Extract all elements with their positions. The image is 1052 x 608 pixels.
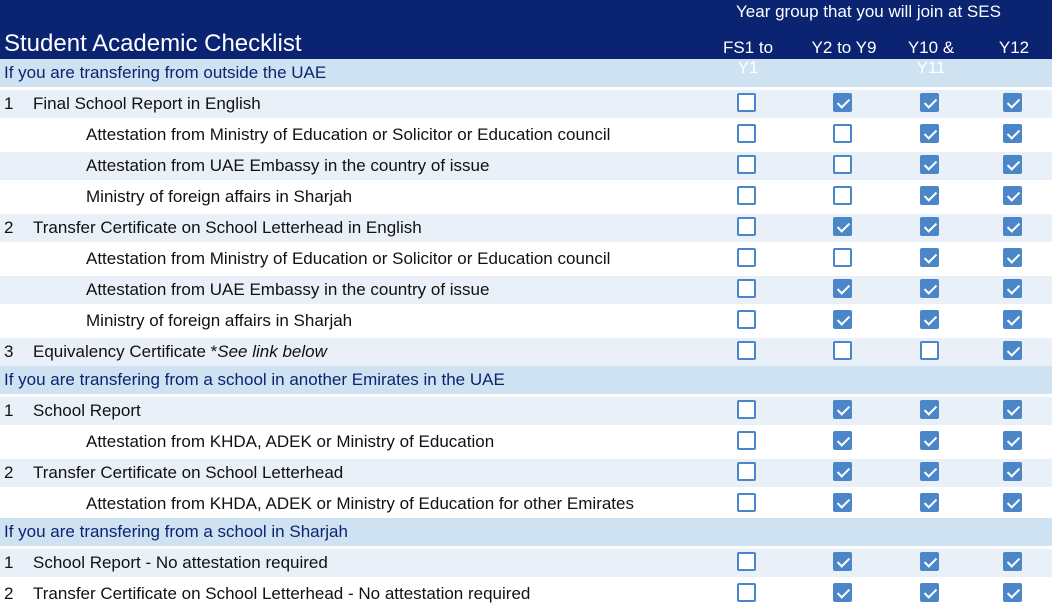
section-heading: If you are transfering from a school in Sharjah bbox=[0, 518, 1052, 546]
checklist-row bbox=[0, 304, 1052, 335]
checkbox-y2-y9[interactable] bbox=[833, 93, 852, 112]
checkbox-fs1-y1[interactable] bbox=[737, 462, 756, 481]
checkbox-y10-y11[interactable] bbox=[920, 155, 939, 174]
checkbox-fs1-y1[interactable] bbox=[737, 217, 756, 236]
checklist-body bbox=[0, 59, 1052, 608]
checkbox-y12[interactable] bbox=[1003, 552, 1022, 571]
checkbox-fs1-y1[interactable] bbox=[737, 186, 756, 205]
checklist-row bbox=[0, 456, 1052, 487]
checkbox-y10-y11[interactable] bbox=[920, 552, 939, 571]
checklist-row bbox=[0, 211, 1052, 242]
row-label bbox=[86, 493, 634, 515]
row-number: 2 bbox=[4, 584, 14, 603]
row-label bbox=[33, 583, 530, 605]
row-label bbox=[33, 462, 343, 484]
checkbox-y2-y9[interactable] bbox=[833, 552, 852, 571]
row-number: 1 bbox=[4, 94, 14, 113]
checklist-row bbox=[0, 118, 1052, 149]
checkbox-y10-y11[interactable] bbox=[920, 217, 939, 236]
row-label-text: Attestation from UAE Embassy in the country of issue bbox=[86, 156, 490, 175]
column-header-y12: Y12 bbox=[998, 38, 1030, 57]
row-label-text: Transfer Certificate on School Letterhead bbox=[33, 463, 344, 482]
row-label bbox=[86, 431, 494, 453]
checkbox-y12[interactable] bbox=[1003, 279, 1022, 298]
checkbox-y10-y11[interactable] bbox=[920, 493, 939, 512]
checkbox-y10-y11[interactable] bbox=[920, 248, 939, 267]
row-label-text: School Report bbox=[33, 401, 141, 420]
section-heading: If you are transfering from a school in another Emirates in the UAE bbox=[0, 366, 1052, 394]
checkbox-fs1-y1[interactable] bbox=[737, 248, 756, 267]
checkbox-y2-y9[interactable] bbox=[833, 217, 852, 236]
row-label bbox=[33, 400, 141, 422]
checkbox-y12[interactable] bbox=[1003, 493, 1022, 512]
checkbox-y12[interactable] bbox=[1003, 583, 1022, 602]
section-heading: If you are transfering from outside the UAE bbox=[0, 59, 1052, 87]
checkbox-fs1-y1[interactable] bbox=[737, 310, 756, 329]
row-number: 3 bbox=[4, 342, 14, 361]
checkbox-y2-y9[interactable] bbox=[833, 400, 852, 419]
checklist-row bbox=[0, 487, 1052, 518]
row-number: 2 bbox=[4, 463, 14, 482]
row-label-text: School Report - No attestation required bbox=[33, 553, 328, 572]
checkbox-y10-y11[interactable] bbox=[920, 583, 939, 602]
row-label-text: Attestation from UAE Embassy in the country of issue bbox=[86, 280, 490, 299]
row-label bbox=[86, 155, 489, 177]
checkbox-y2-y9[interactable] bbox=[833, 462, 852, 481]
checkbox-y2-y9[interactable] bbox=[833, 279, 852, 298]
checkbox-y10-y11[interactable] bbox=[920, 400, 939, 419]
row-label bbox=[33, 552, 328, 574]
page-title: Student Academic Checklist bbox=[4, 30, 302, 57]
row-label-text: Ministry of foreign affairs in Sharjah bbox=[86, 311, 353, 330]
checkbox-y2-y9[interactable] bbox=[833, 124, 852, 143]
column-header-y10-y11: Y10 & Y11 bbox=[907, 38, 955, 77]
checkbox-y12[interactable] bbox=[1003, 341, 1022, 360]
checkbox-y12[interactable] bbox=[1003, 431, 1022, 450]
checkbox-fs1-y1[interactable] bbox=[737, 279, 756, 298]
row-label-text: Transfer Certificate on School Letterhead - No attestation required bbox=[33, 584, 531, 603]
checkbox-y10-y11[interactable] bbox=[920, 279, 939, 298]
checkbox-fs1-y1[interactable] bbox=[737, 583, 756, 602]
checkbox-y10-y11[interactable] bbox=[920, 341, 939, 360]
checkbox-y2-y9[interactable] bbox=[833, 583, 852, 602]
checkbox-y12[interactable] bbox=[1003, 248, 1022, 267]
checkbox-y2-y9[interactable] bbox=[833, 310, 852, 329]
row-label bbox=[86, 124, 610, 146]
row-number: 1 bbox=[4, 401, 14, 420]
checkbox-y2-y9[interactable] bbox=[833, 248, 852, 267]
row-number: 1 bbox=[4, 553, 14, 572]
checkbox-y2-y9[interactable] bbox=[833, 431, 852, 450]
checkbox-y12[interactable] bbox=[1003, 155, 1022, 174]
checkbox-fs1-y1[interactable] bbox=[737, 155, 756, 174]
row-label-text: Attestation from Ministry of Education or Solicitor or Education council bbox=[86, 249, 611, 268]
column-header-fs1-y1: FS1 to Y1 bbox=[722, 38, 774, 77]
checklist-row bbox=[0, 425, 1052, 456]
checkbox-y12[interactable] bbox=[1003, 186, 1022, 205]
checkbox-fs1-y1[interactable] bbox=[737, 431, 756, 450]
checkbox-fs1-y1[interactable] bbox=[737, 341, 756, 360]
checkbox-y12[interactable] bbox=[1003, 124, 1022, 143]
row-label bbox=[86, 186, 352, 208]
checkbox-y12[interactable] bbox=[1003, 310, 1022, 329]
checkbox-y2-y9[interactable] bbox=[833, 341, 852, 360]
checkbox-y12[interactable] bbox=[1003, 462, 1022, 481]
column-header-y2-y9: Y2 to Y9 bbox=[811, 38, 877, 57]
checkbox-y2-y9[interactable] bbox=[833, 493, 852, 512]
checkbox-y10-y11[interactable] bbox=[920, 431, 939, 450]
row-label-text: Equivalency Certificate * bbox=[33, 342, 218, 361]
checkbox-y2-y9[interactable] bbox=[833, 186, 852, 205]
checkbox-fs1-y1[interactable] bbox=[737, 400, 756, 419]
checklist-row bbox=[0, 335, 1052, 366]
row-label bbox=[86, 248, 610, 270]
row-label-text: Attestation from Ministry of Education or Solicitor or Education council bbox=[86, 125, 611, 144]
row-label-text: Transfer Certificate on School Letterhead in English bbox=[33, 218, 422, 237]
checkbox-y12[interactable] bbox=[1003, 217, 1022, 236]
checkbox-y10-y11[interactable] bbox=[920, 93, 939, 112]
checklist-row bbox=[0, 180, 1052, 211]
row-label-text: Final School Report in English bbox=[33, 94, 261, 113]
checkbox-y12[interactable] bbox=[1003, 400, 1022, 419]
checklist-row bbox=[0, 546, 1052, 577]
row-number: 2 bbox=[4, 218, 14, 237]
row-label bbox=[33, 93, 261, 115]
row-label-text: Attestation from KHDA, ADEK or Ministry of Education for other Emirates bbox=[86, 494, 634, 513]
row-label bbox=[86, 279, 489, 301]
checkbox-fs1-y1[interactable] bbox=[737, 493, 756, 512]
checkbox-y10-y11[interactable] bbox=[920, 124, 939, 143]
checklist-row bbox=[0, 577, 1052, 608]
checklist-row bbox=[0, 149, 1052, 180]
checkbox-fs1-y1[interactable] bbox=[737, 552, 756, 571]
row-label bbox=[86, 310, 352, 332]
checklist-row bbox=[0, 273, 1052, 304]
row-label bbox=[33, 341, 327, 363]
checkbox-y10-y11[interactable] bbox=[920, 310, 939, 329]
checkbox-fs1-y1[interactable] bbox=[737, 93, 756, 112]
row-label-text: Attestation from KHDA, ADEK or Ministry of Education bbox=[86, 432, 495, 451]
checkbox-fs1-y1[interactable] bbox=[737, 124, 756, 143]
checkbox-y10-y11[interactable] bbox=[920, 186, 939, 205]
checklist-row bbox=[0, 394, 1052, 425]
checkbox-y2-y9[interactable] bbox=[833, 155, 852, 174]
checkbox-y12[interactable] bbox=[1003, 93, 1022, 112]
row-label-text: Ministry of foreign affairs in Sharjah bbox=[86, 187, 353, 206]
row-note: See link below bbox=[217, 342, 327, 361]
checkbox-y10-y11[interactable] bbox=[920, 462, 939, 481]
checklist-row bbox=[0, 87, 1052, 118]
year-group-label: Year group that you will join at SES bbox=[736, 2, 1001, 21]
checklist-row bbox=[0, 242, 1052, 273]
row-label bbox=[33, 217, 422, 239]
